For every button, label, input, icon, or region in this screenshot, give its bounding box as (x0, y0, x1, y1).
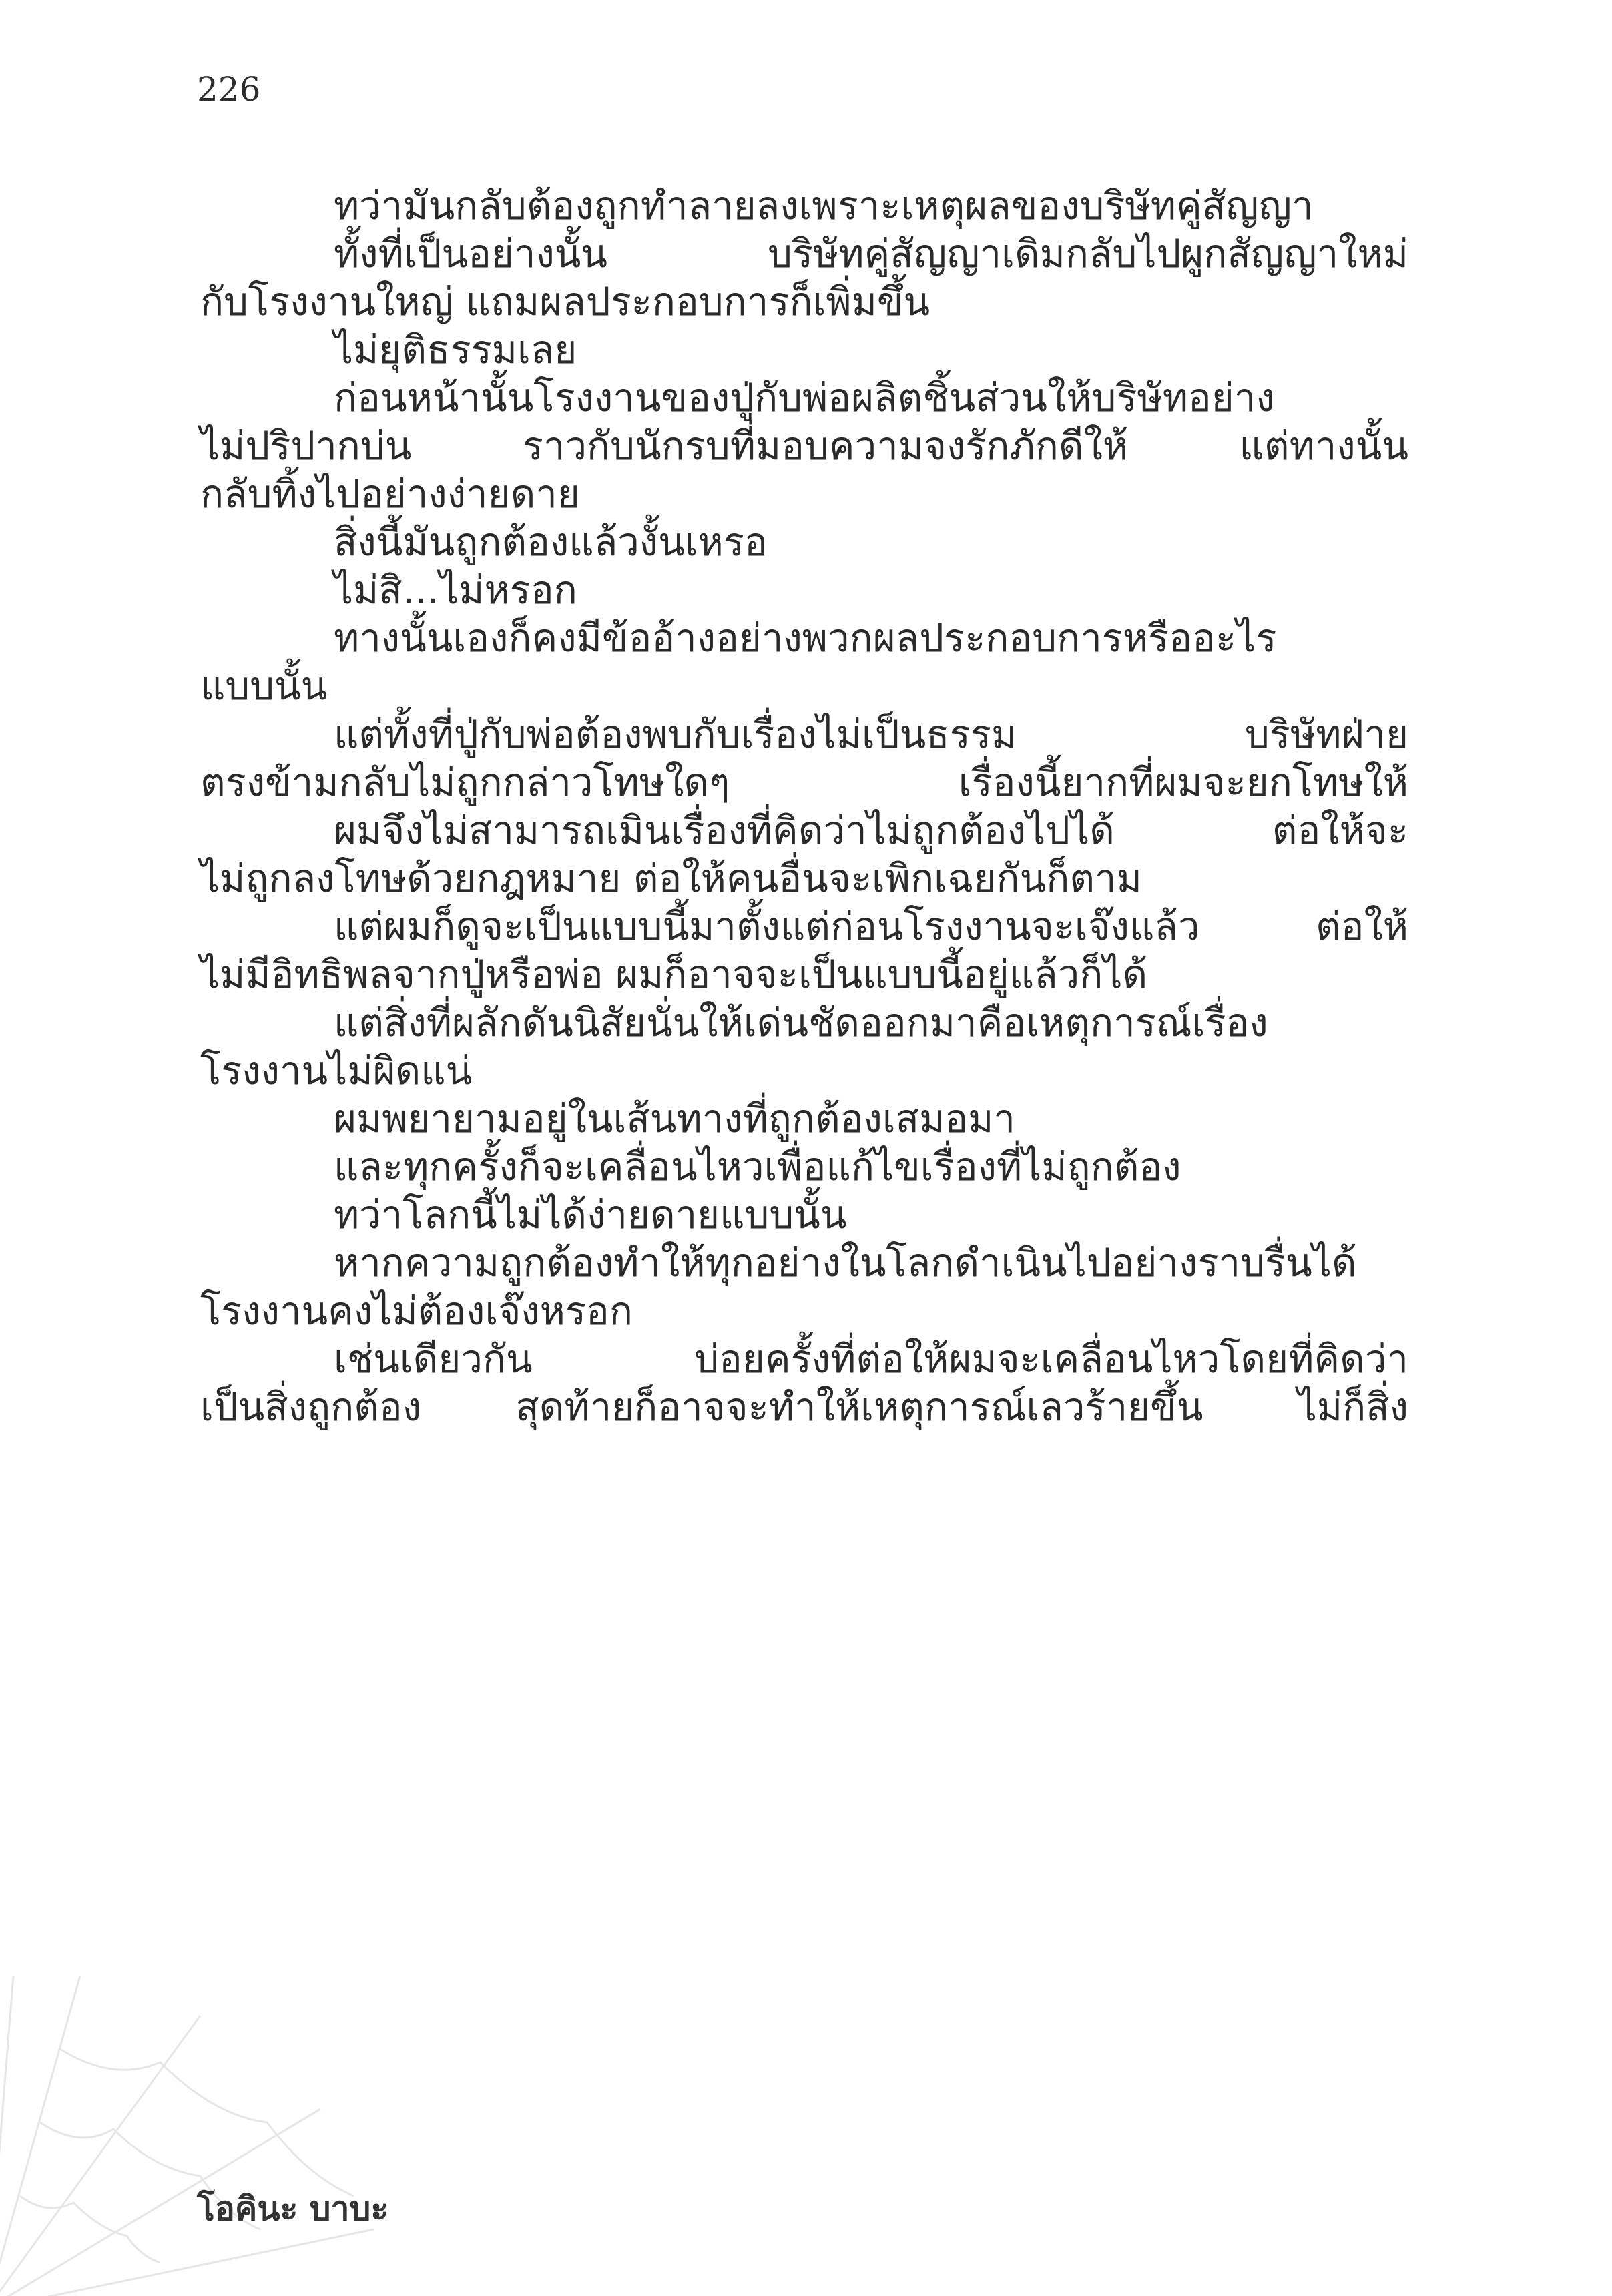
text-line (200, 1335, 1408, 1383)
text-line: ทว่าโลกนี้ไม่ได้ง่ายดายแบบนั้น (334, 1192, 847, 1237)
text-line (200, 422, 1408, 470)
footer-author: โอคินะ บาบะ (197, 2189, 389, 2228)
text-segment: แต่ทั้งที่ปู่กับพ่อต้องพบกับเรื่องไม่เป็นธรรม (334, 711, 1017, 757)
text-segment: ต่อให้ (1315, 904, 1408, 949)
text-line: สิ่งนี้มันถูกต้องแล้วงั้นเหรอ (334, 519, 768, 565)
text-line (200, 710, 1408, 758)
text-segment: บริษัทฝ่าย (1245, 711, 1408, 757)
text-line: หากความถูกต้องทำให้ทุกอย่างในโลกดำเนินไปอย่างราบรื่นได้ (334, 1240, 1357, 1285)
text-segment: บริษัทคู่สัญญาเดิมกลับไปผูกสัญญาใหม่ (768, 231, 1408, 276)
text-segment: ไม่ปริปากบ่น (200, 423, 412, 469)
text-segment: เช่นเดียวกัน (334, 1336, 533, 1382)
text-segment: แต่ผมก็ดูจะเป็นแบบนี้มาตั้งแต่ก่อนโรงงานจะเจ๊งแล้ว (334, 904, 1200, 949)
text-line (200, 902, 1408, 950)
text-segment: ราวกับนักรบที่มอบความจงรักภักดีให้ (522, 423, 1129, 469)
text-segment: ทั้งที่เป็นอย่างนั้น (334, 231, 608, 276)
text-segment: ตรงข้ามกลับไม่ถูกกล่าวโทษใดๆ (200, 760, 730, 805)
text-line: ก่อนหน้านั้นโรงงานของปู่กับพ่อผลิตชิ้นส่วนให้บริษัทอย่าง (334, 375, 1275, 420)
text-line: โรงงานไม่ผิดแน่ (200, 1048, 473, 1093)
text-segment: แต่ทางนั้น (1239, 423, 1408, 469)
text-segment: เป็นสิ่งถูกต้อง (200, 1384, 422, 1430)
text-line: แบบนั้น (200, 663, 328, 709)
text-segment: ต่อให้จะ (1272, 808, 1408, 853)
text-line: ไม่ถูกลงโทษด้วยกฎหมาย ต่อให้คนอื่นจะเพิกเฉยกันก็ตาม (200, 856, 1142, 901)
body-text (200, 182, 1408, 1431)
text-line (200, 1383, 1408, 1431)
text-segment: สุดท้ายก็อาจจะทำให้เหตุการณ์เลวร้ายขึ้น (515, 1384, 1203, 1430)
text-segment: ไม่ก็สิ่ง (1297, 1384, 1408, 1430)
text-line: ไม่มีอิทธิพลจากปู่หรือพ่อ ผมก็อาจจะเป็นแบบนี้อยู่แล้วก็ได้ (200, 952, 1148, 997)
text-line: กลับทิ้งไปอย่างง่ายดาย (200, 471, 580, 517)
text-line (200, 806, 1408, 854)
text-line: ผมพยายามอยู่ในเส้นทางที่ถูกต้องเสมอมา (334, 1096, 1015, 1141)
text-segment: บ่อยครั้งที่ต่อให้ผมจะเคลื่อนไหวโดยที่คิดว่า (694, 1336, 1408, 1382)
text-line (200, 230, 1408, 278)
text-line: กับโรงงานใหญ่ แถมผลประกอบการก็เพิ่มขึ้น (200, 279, 930, 324)
text-line: และทุกครั้งก็จะเคลื่อนไหวเพื่อแก้ไขเรื่องที่ไม่ถูกต้อง (334, 1144, 1181, 1189)
spiderweb-decoration (0, 1976, 374, 2296)
page-number: 226 (197, 70, 261, 109)
text-line: ไม่ยุติธรรมเลย (334, 327, 577, 372)
text-segment: เรื่องนี้ยากที่ผมจะยกโทษให้ (958, 760, 1408, 805)
text-line: แต่สิ่งที่ผลักดันนิสัยนั่นให้เด่นชัดออกมาคือเหตุการณ์เรื่อง (334, 1000, 1268, 1045)
text-segment: ผมจึงไม่สามารถเมินเรื่องที่คิดว่าไม่ถูกต้องไปได้ (334, 808, 1115, 853)
text-line: ทว่ามันกลับต้องถูกทำลายลงเพราะเหตุผลของบริษัทคู่สัญญา (334, 183, 1314, 228)
text-line: ไม่สิ...ไม่หรอก (334, 567, 577, 613)
text-line: ทางนั้นเองก็คงมีข้ออ้างอย่างพวกผลประกอบการหรืออะไร (334, 615, 1277, 661)
text-line: โรงงานคงไม่ต้องเจ๊งหรอก (200, 1288, 633, 1334)
text-line (200, 758, 1408, 806)
